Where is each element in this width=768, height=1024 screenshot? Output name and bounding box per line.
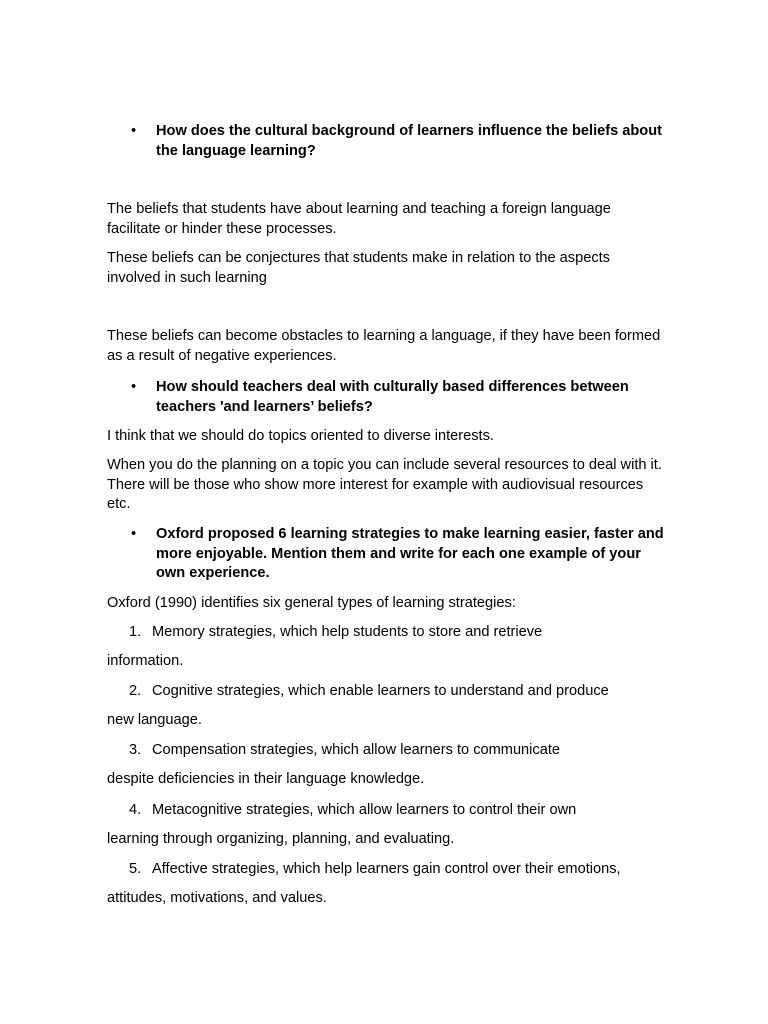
list-number: 1.	[129, 624, 142, 640]
list-number: 5.	[129, 861, 142, 877]
list-number: 3.	[129, 742, 142, 758]
list-number: 2.	[129, 683, 142, 699]
list-item-1	[129, 623, 669, 643]
bullet-icon: •	[131, 123, 137, 139]
question-1	[131, 122, 671, 161]
list-item-text: Cognitive strategies, which enable learners to understand and produce	[152, 683, 609, 699]
list-item-text: Memory strategies, which help students to store and retrieve	[152, 624, 543, 640]
list-item-3-continuation: despite deficiencies in their language knowledge.	[107, 771, 425, 787]
question-2-text: How should teachers deal with culturally based differences between teachers 'and learners’ beliefs?	[156, 379, 629, 415]
list-item-5-continuation: attitudes, motivations, and values.	[107, 890, 327, 906]
list-item-5	[129, 860, 669, 880]
paragraph-5: When you do the planning on a topic you can include several resources to deal with it. There will be those who show more interest for example with audiovisual resources etc.	[107, 457, 662, 512]
question-2	[131, 378, 671, 417]
bullet-icon: •	[131, 526, 137, 542]
question-3-text: Oxford proposed 6 learning strategies to make learning easier, faster and more enjoyable. Mention them and write for each one example of your own experience.	[156, 526, 664, 581]
list-number: 4.	[129, 802, 142, 818]
paragraph-2: These beliefs can be conjectures that students make in relation to the aspects involved in such learning	[107, 250, 610, 286]
bullet-icon: •	[131, 379, 137, 395]
list-item-text: Compensation strategies, which allow learners to communicate	[152, 742, 561, 758]
question-3	[131, 525, 671, 584]
list-item-4	[129, 801, 669, 821]
paragraph-3: These beliefs can become obstacles to learning a language, if they have been formed as a result of negative experiences.	[107, 328, 661, 364]
paragraph-1: The beliefs that students have about learning and teaching a foreign language facilitate or hinder these processes.	[107, 201, 611, 237]
list-item-2	[129, 682, 669, 702]
list-item-text: Affective strategies, which help learners gain control over their emotions,	[152, 861, 621, 877]
paragraph-6: Oxford (1990) identifies six general types of learning strategies:	[107, 595, 516, 611]
list-item-2-continuation: new language.	[107, 712, 202, 728]
list-item-3	[129, 741, 669, 761]
list-item-4-continuation: learning through organizing, planning, and evaluating.	[107, 831, 455, 847]
list-item-1-continuation: information.	[107, 653, 184, 669]
list-item-text: Metacognitive strategies, which allow learners to control their own	[152, 802, 577, 818]
paragraph-4: I think that we should do topics oriented to diverse interests.	[107, 428, 494, 444]
question-1-text: How does the cultural background of learners influence the beliefs about the language learning?	[156, 123, 662, 159]
